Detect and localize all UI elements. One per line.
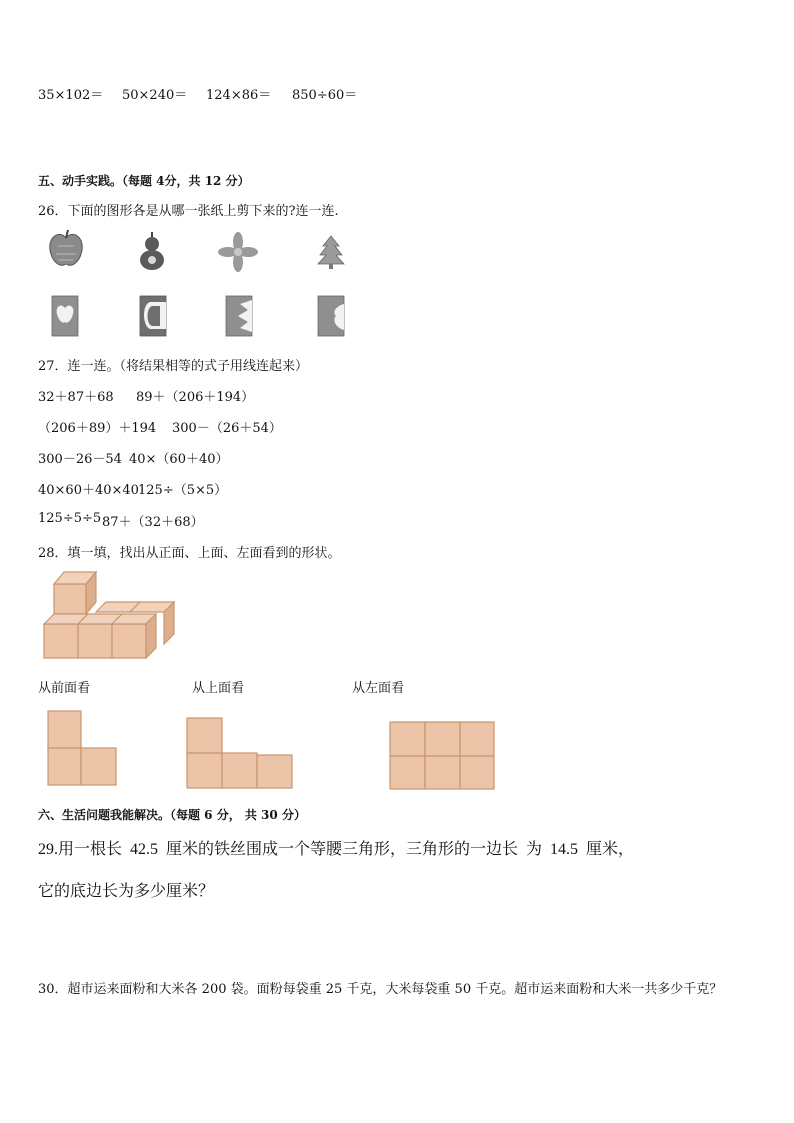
cube-front-row: [44, 614, 156, 658]
front-view-shape: [47, 710, 119, 790]
q27-row-4-right: 125÷（5×5）: [138, 483, 228, 498]
q27-row-3-left: 300－26－54: [38, 452, 122, 467]
q29-line1: 29.用一根长 42.5 厘米的铁丝围成一个等腰三角形，三角形的一边长 为 14.5 厘米，: [38, 841, 635, 858]
q27-row-5-right: 87＋（32＋68）: [102, 515, 204, 530]
gourd-shape-icon: [140, 232, 164, 270]
q29-line2: 它的底边长为多少厘米？: [38, 883, 215, 900]
view-left-label: 从左面看: [352, 681, 405, 696]
q27-row-5-left: 125÷5÷5: [38, 511, 102, 526]
apple-shape-icon: [50, 230, 82, 265]
section6-title: 六、生活问题我能解决。（每题 6 分， 共 30 分）: [38, 808, 306, 822]
q27-row-4-left: 40×60＋40×40: [38, 483, 139, 498]
calc-item-1: 35×102＝: [38, 88, 104, 103]
q27-row-3-right: 40×（60＋40）: [129, 452, 229, 467]
calc-item-2: 50×240＝: [122, 88, 188, 103]
top-view-shape: [186, 717, 296, 792]
q26-text: 26．下面的图形各是从哪一张纸上剪下来的?连一连.: [38, 204, 339, 219]
cube-top: [54, 572, 96, 614]
left-view-shape: [389, 721, 499, 791]
paper-apple-cutout-icon: [52, 296, 78, 336]
q27-row-2-right: 300－（26＋54）: [172, 421, 282, 436]
flower-shape-icon: [218, 232, 258, 272]
view-top-label: 从上面看: [192, 681, 245, 696]
q27-row-1-right: 89＋（206＋194）: [136, 390, 255, 405]
q30-text: 30．超市运来面粉和大米各 200 袋。面粉每袋重 25 千克，大米每袋重 50 千克。超市运来面粉和大米一共多少千克？: [38, 982, 723, 997]
section5-title: 五、动手实践。（每题 4分，共 12 分）: [38, 174, 250, 188]
paper-tree-cutout-icon: [318, 296, 344, 336]
paper-gourd-cutout-icon: [140, 296, 166, 336]
q28-title: 28．填一填，找出从正面、上面、左面看到的形状。: [38, 546, 341, 561]
tree-shape-icon: [318, 236, 344, 269]
calc-item-4: 850÷60＝: [292, 88, 358, 103]
calc-item-3: 124×86＝: [206, 88, 272, 103]
view-front-label: 从前面看: [38, 681, 91, 696]
q27-row-1-left: 32＋87＋68: [38, 390, 114, 405]
cube-stack-figure: [40, 568, 180, 663]
q27-row-2-left: （206＋89）＋194: [38, 421, 157, 436]
q27-title: 27．连一连。（将结果相等的式子用线连起来）: [38, 359, 309, 374]
paper-flower-cutout-icon: [226, 296, 252, 336]
